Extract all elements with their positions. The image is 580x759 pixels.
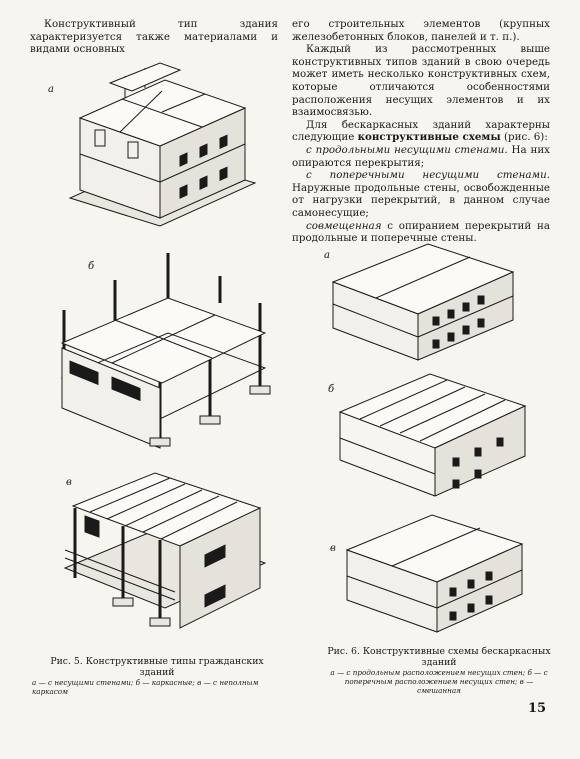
figure6-caption-sub: а — с продольным расположением несущих стен; б — с поперечным расположением несущих стен; в — смешанная xyxy=(330,668,548,695)
item3-italic: совмещенная xyxy=(306,219,382,232)
frameless-text-a: Для бескаркасных зданий характерны следующие xyxy=(292,118,550,144)
list-item-transverse xyxy=(292,169,550,219)
right-column-text xyxy=(292,18,550,245)
fig5-label-b: б xyxy=(88,261,95,272)
item1-italic: с продольными несущими стенами. xyxy=(306,143,508,156)
fig6-label-a: а xyxy=(324,250,330,261)
left-column-text: Конструктивный тип здания характеризуется также материалами и видами основных xyxy=(30,18,278,56)
fig5b-frame-building xyxy=(50,248,280,463)
figure6-caption-title: Рис. 6. Конструктивные схемы бескаркасных зданий xyxy=(327,646,551,668)
item3-rest: с опиранием перекрытий на продольные и поперечные стены. xyxy=(292,219,550,245)
figure6-caption xyxy=(324,646,554,695)
frameless-text-c: (рис. 6): xyxy=(500,131,548,144)
fig5c-partial-frame-building xyxy=(55,468,275,648)
fig5a-bearing-wall-building xyxy=(50,58,260,228)
list-item-combined xyxy=(292,220,550,245)
page-number: 15 xyxy=(528,701,547,716)
list-item-longitudinal xyxy=(292,144,550,169)
fig6b-transverse-walls xyxy=(335,370,535,500)
fig5-label-c: в xyxy=(66,477,72,488)
fig6c-combined-scheme xyxy=(342,510,532,640)
fig5-label-a: а xyxy=(48,84,54,95)
paragraph-continuation: его строительных элементов (крупных железобетонных блоков, панелей и т. п.). xyxy=(292,18,550,43)
fig6-label-b: б xyxy=(328,384,335,395)
fig6a-longitudinal-walls xyxy=(328,242,528,362)
fig6-label-c: в xyxy=(330,543,336,554)
figure5-caption-sub: а — с несущими стенами; б — каркасные; в — с неполным каркасом xyxy=(32,678,259,696)
figure5-caption-title: Рис. 5. Конструктивные типы гражданских зданий xyxy=(50,656,264,678)
frameless-text-bold: конструктивные схемы xyxy=(357,131,501,144)
item2-rest: Наружные продольные стены, освобожденные от нагрузки перекрытий, в данном случае самонесущие; xyxy=(292,181,550,219)
paragraph-frameless xyxy=(292,119,550,144)
paragraph-schemes-intro: Каждый из рассмотренных выше конструктивных типов зданий в свою очередь может иметь несколько конструктивных схем, которые отличаются особенностями расположения несущих элементов и их взаимосвязью. xyxy=(292,43,550,119)
item2-italic: с поперечными несущими стенами. xyxy=(306,169,550,182)
figure5-caption xyxy=(32,656,282,696)
item1-rest: На них опираются перекрытия; xyxy=(292,143,550,169)
